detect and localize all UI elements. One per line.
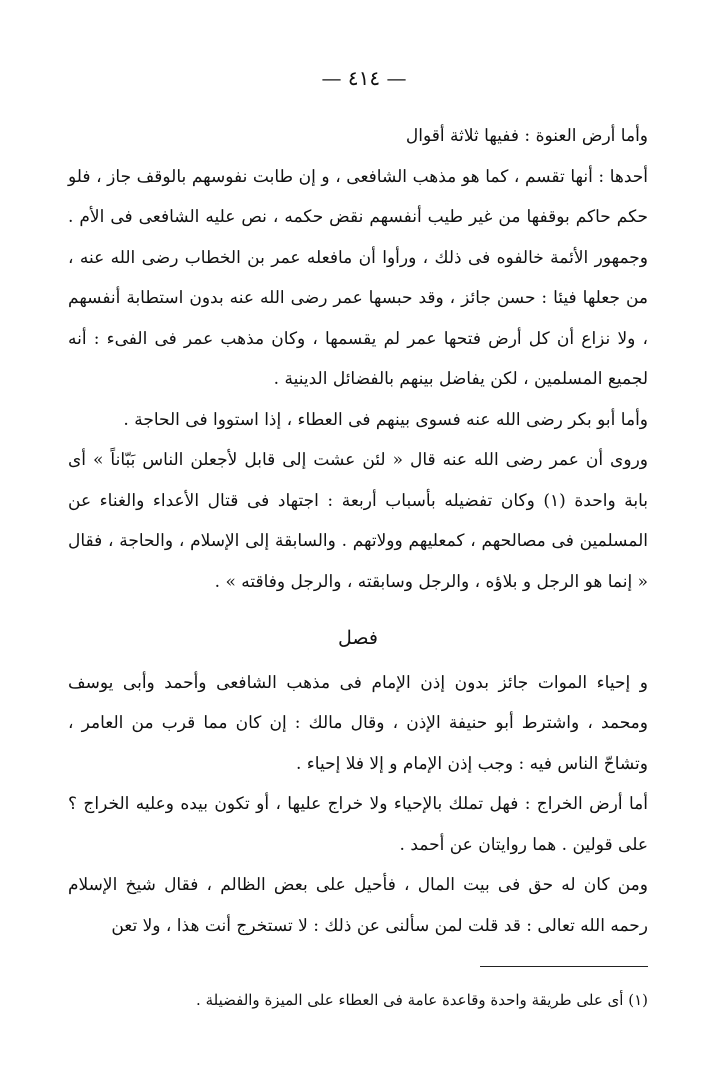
paragraph-umar-narration: وروى أن عمر رضى الله عنه قال « لئن عشت إلى قابل لأجعلن الناس بَبّاناً » أى بابة واحدة (١) وكان تفضيله بأسباب أربعة : اجتهاد فى قتال الأعداء والغناء عن المسلمين فى مصالحهم ، كمعليهم وولاتهم . والسابقة إلى الإسلام ، والحاجة ، فقال « إنما هو الرجل و بلاؤه ، والرجل وسابقته ، والرجل وفاقته » . [68,450,648,592]
paragraph-anwa-intro: وأما أرض العنوة : ففيها ثلاثة أقوال [405,126,648,146]
paragraph-treasury-right: ومن كان له حق فى بيت المال ، فأحيل على بعض الظالم ، فقال شيخ الإسلام رحمه الله تعالى : قد قلت لمن سألنى عن ذلك : لا تستخرج أنت هذا ، ولا تعن [68,875,648,936]
paragraph-reviving-land: و إحياء الموات جائز بدون إذن الإمام فى مذهب الشافعى وأحمد وأبى يوسف ومحمد ، واشترط أبو حنيفة الإذن ، وقال مالك : إن كان مما قرب من العامر ، وتشاحّ الناس فيه : وجب إذن الإمام و إلا فلا إحياء . [68,672,648,774]
paragraph-first-opinion: أحدها : أنها تقسم ، كما هو مذهب الشافعى ، و إن طابت نفوسهم بالوقف جاز ، فلو حكم حاكم بوقفها من غير طيب أنفسهم نقض حكمه ، نص عليه الشافعى فى الأم . وجمهور الأئمة خالفوه فى ذلك ، ورأوا أن مافعله عمر بن الخطاب رضى الله عنه ، من جعلها فيئا : حسن جائز ، وقد حبسها عمر رضى الله عنه بدون استطابة أنفسهم ، ولا نزاع أن كل أرض فتحها عمر لم يقسمها ، وكان مذهب عمر فى الفىء : أنه لجميع المسلمين ، لكن يفاضل بينهم بالفضائل الدينية . [68,166,648,389]
page-body [68,116,648,946]
footnote: (١) أى على طريقة واحدة وقاعدة عامة فى العطاء على الميزة والفضيلة . [196,991,648,1009]
paragraph-kharaj-land: أما أرض الخراج : فهل تملك بالإحياء ولا خراج عليها ، أو تكون بيده وعليه الخراج ؟ على قولين . هما روايتان عن أحمد . [68,794,648,855]
paragraph-abu-bakr: وأما أبو بكر رضى الله عنه فسوى بينهم فى العطاء ، إذا استووا فى الحاجة . [123,409,648,430]
page-number: — ٤١٤ — [321,66,407,90]
footnote-divider [480,966,648,967]
section-title: فصل [338,627,378,649]
